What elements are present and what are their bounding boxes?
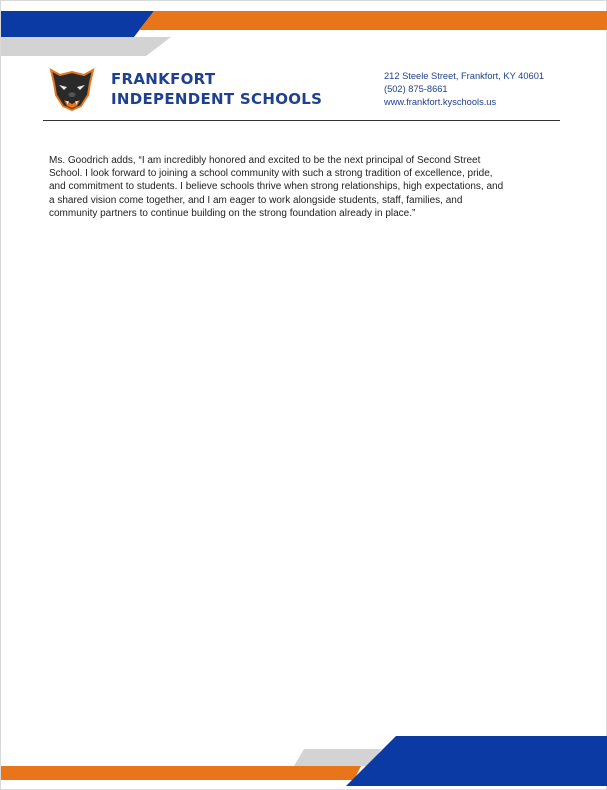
paragraph-line: Ms. Goodrich adds, “I am incredibly honored and excited to be the next principal of Second Street	[49, 155, 481, 166]
top-decorative-band	[1, 1, 607, 61]
body-paragraph	[49, 154, 549, 220]
paragraph-line: School. I look forward to joining a school community with such a strong tradition of excellence, pride,	[49, 168, 493, 180]
panther-head-logo-icon	[48, 67, 96, 112]
address-text: 212 Steele Street, Frankfort, KY 40601	[384, 71, 545, 81]
phone-text: (502) 875-8661	[384, 84, 448, 94]
org-name-line1: FRANKFORT	[111, 70, 216, 88]
website-link[interactable]: www.frankfort.kyschools.us	[384, 97, 497, 107]
bottom-orange-stripe	[1, 766, 361, 780]
paragraph-line: and commitment to students. I believe schools thrive when strong relationships, high expectations, and	[49, 181, 504, 193]
paragraph-line: community partners to continue building on the strong foundation already in place.”	[49, 207, 416, 219]
bottom-decorative-band	[1, 726, 607, 786]
paragraph-line: a shared vision come together, and I am eager to work alongside students, staff, families, and	[49, 194, 463, 206]
top-gray-stripe	[1, 37, 171, 56]
top-blue-stripe	[1, 11, 154, 37]
header-divider	[43, 120, 560, 121]
contact-block	[384, 70, 544, 109]
top-orange-stripe	[139, 11, 607, 30]
org-name-line2: INDEPENDENT SCHOOLS	[111, 90, 323, 108]
organization-name	[111, 69, 322, 109]
bottom-gray-stripe	[294, 749, 381, 766]
bottom-blue-stripe	[346, 736, 607, 786]
